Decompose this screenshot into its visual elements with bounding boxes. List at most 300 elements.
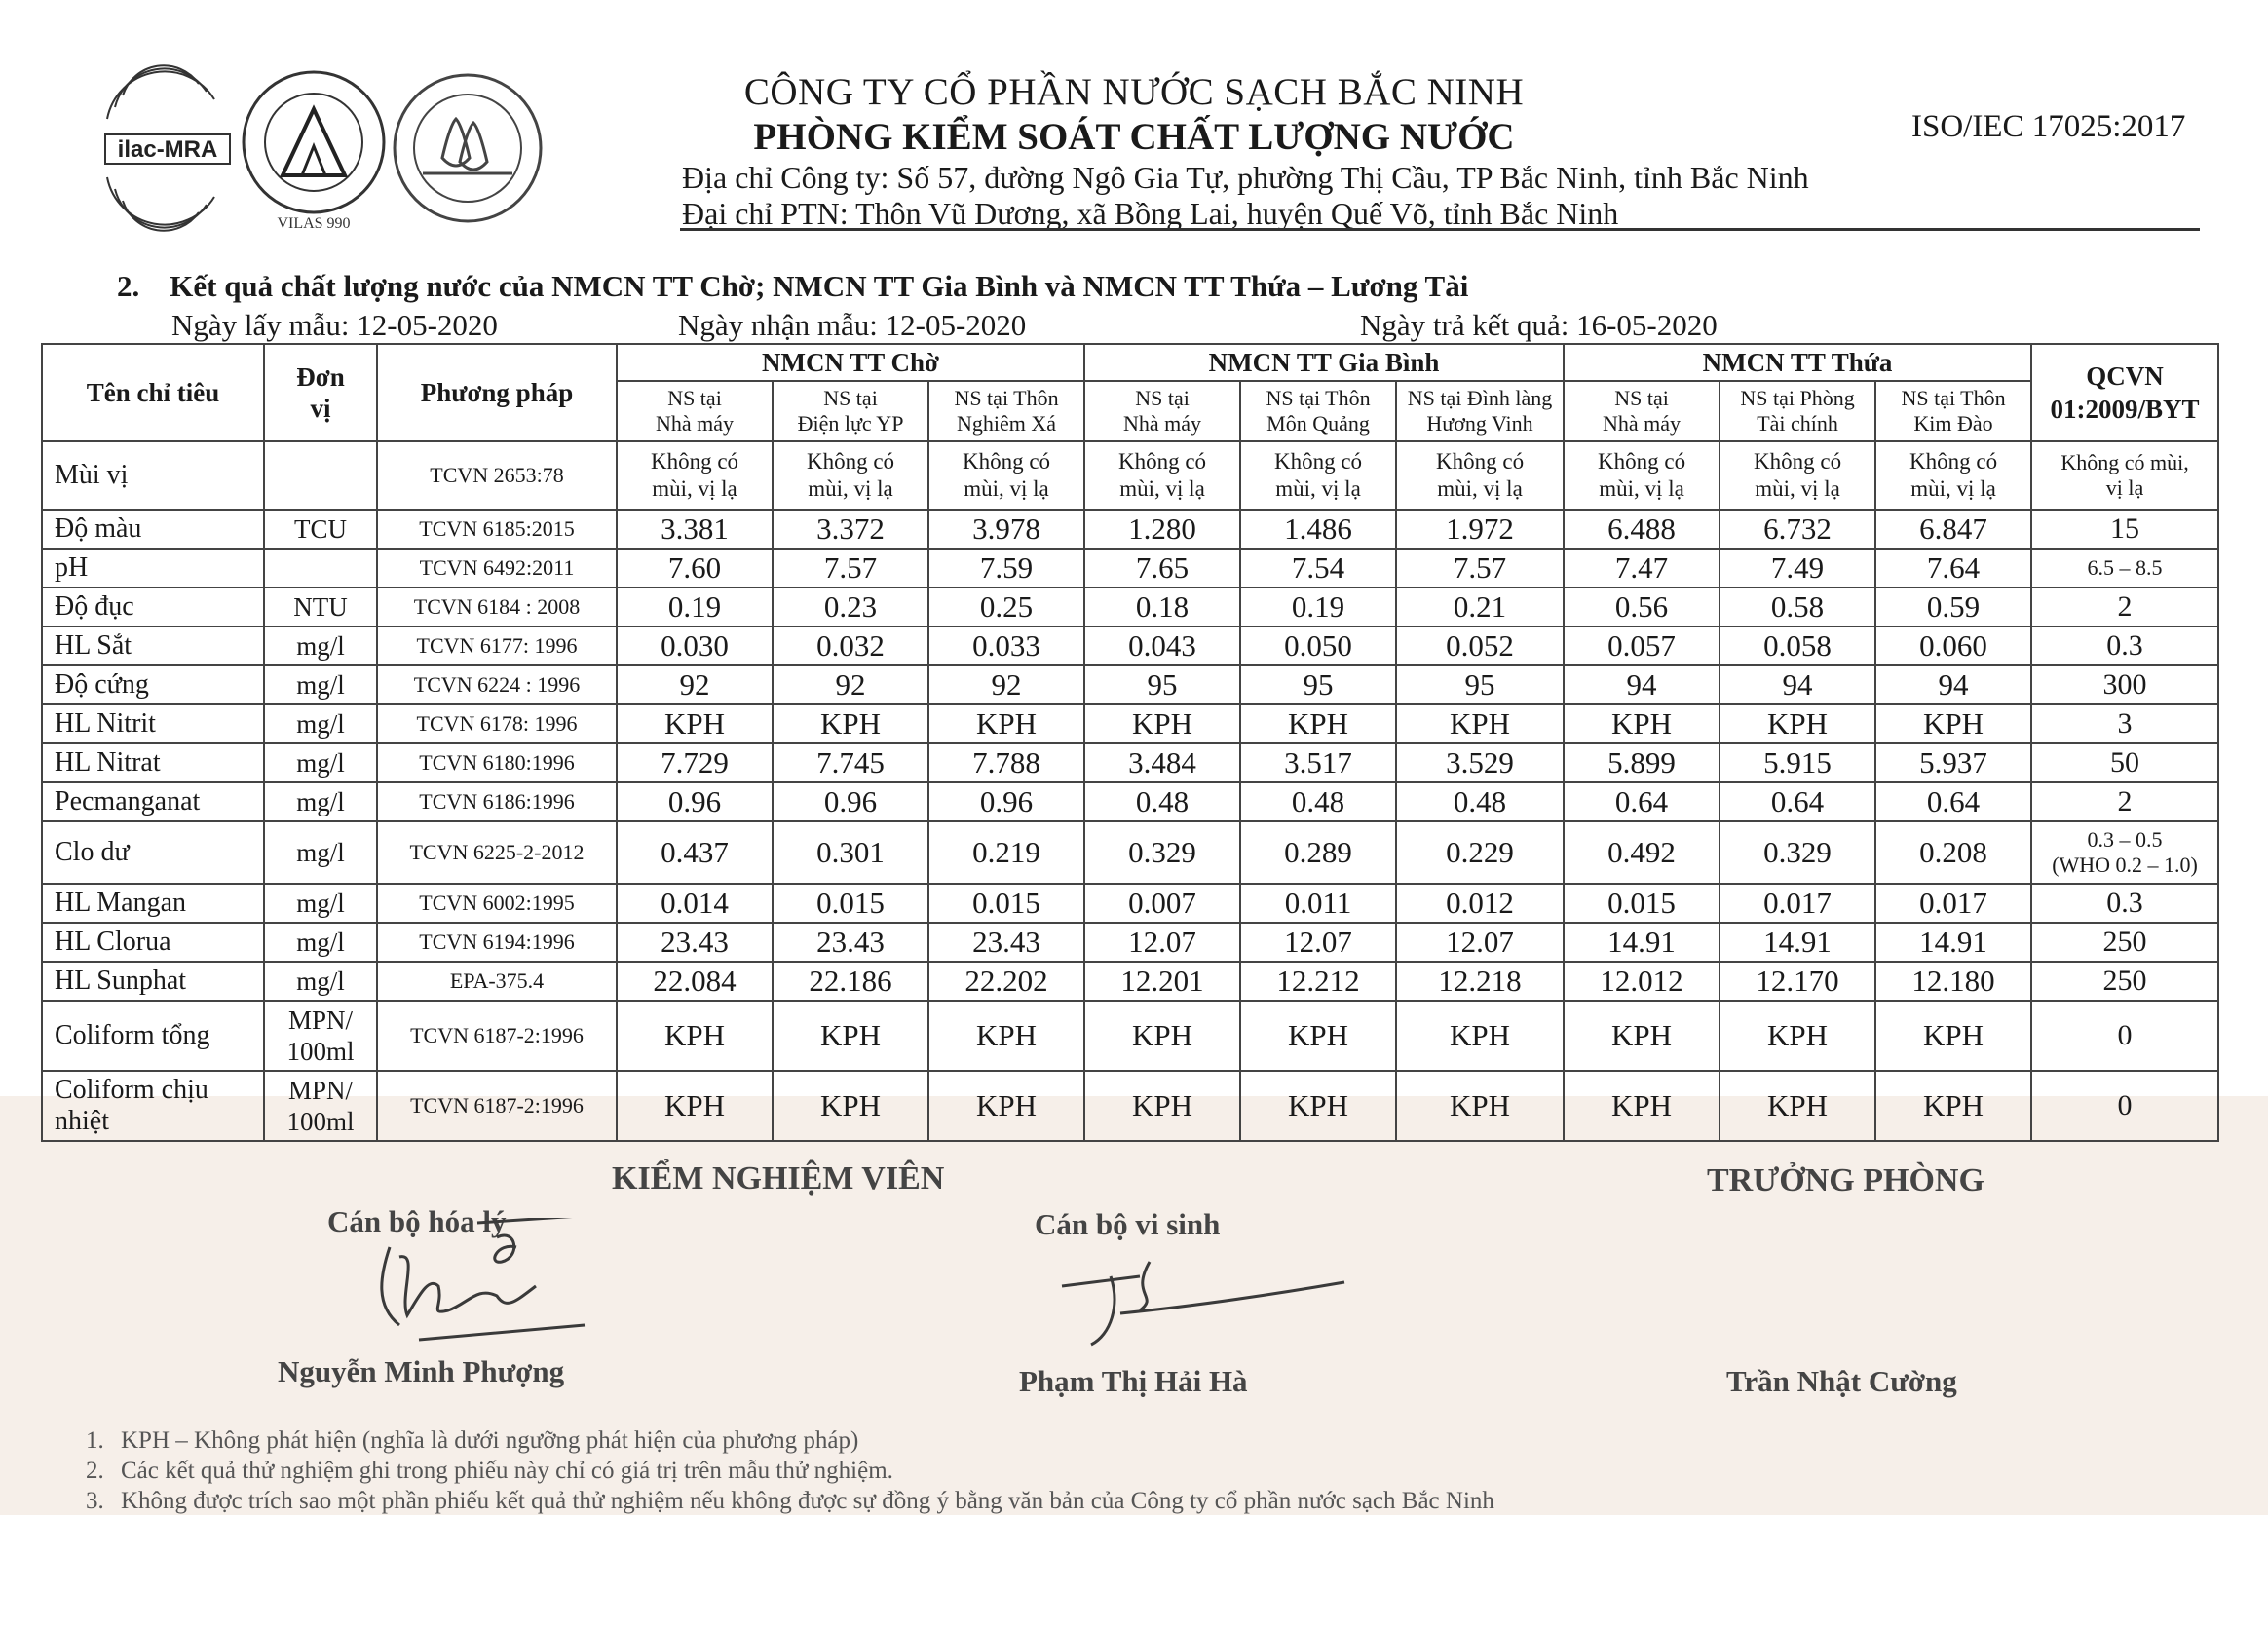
result-value <box>1240 588 1396 626</box>
footnote <box>86 1425 1494 1456</box>
standard-limit-line: vị lạ <box>2105 475 2144 500</box>
parameter-unit <box>264 626 377 665</box>
parameter-unit-line: mg/l <box>296 966 345 996</box>
result-value-line: KPH <box>1767 1088 1829 1122</box>
result-value <box>1720 1001 1875 1071</box>
standard-limit <box>2031 510 2218 549</box>
result-value-line: 0.25 <box>979 589 1034 624</box>
result-value-line: Không có <box>806 449 895 474</box>
result-value-line: 0.012 <box>1446 886 1514 920</box>
result-value <box>1240 1001 1396 1071</box>
result-value-line: 7.60 <box>667 550 722 585</box>
result-value-line: 0.015 <box>816 886 885 920</box>
result-value <box>1564 1071 1720 1141</box>
company-name: CÔNG TY CỔ PHẦN NƯỚC SẠCH BẮC NINH <box>743 71 1525 113</box>
result-value-line: 0.48 <box>1291 784 1345 818</box>
standard-limit-line: 0.3 – 0.5 <box>2087 827 2163 852</box>
result-value <box>1720 923 1875 962</box>
result-value <box>773 743 928 782</box>
table-row <box>42 510 2218 549</box>
result-value-line: Không có <box>1273 449 1363 474</box>
result-value-line: 7.788 <box>972 745 1040 779</box>
result-value-line: 7.59 <box>979 550 1034 585</box>
standard-limit <box>2031 1001 2218 1071</box>
result-value <box>1720 626 1875 665</box>
result-value <box>1240 704 1396 743</box>
result-value <box>617 923 773 962</box>
result-value <box>1564 821 1720 884</box>
header-divider <box>680 228 2200 231</box>
result-value <box>617 704 773 743</box>
result-value <box>1084 588 1240 626</box>
standard-limit <box>2031 704 2218 743</box>
result-value <box>773 441 928 510</box>
standard-limit <box>2031 588 2218 626</box>
result-value-line: KPH <box>1288 1088 1349 1122</box>
result-value <box>617 665 773 704</box>
result-value-line: 0.011 <box>1284 886 1352 920</box>
result-value-line: 3.381 <box>661 512 729 546</box>
header-site-line: Nhà máy <box>1123 411 1202 436</box>
result-value-line: 0.219 <box>972 835 1040 869</box>
table-row <box>42 588 2218 626</box>
department-name: PHÒNG KIỂM SOÁT CHẤT LƯỢNG NƯỚC <box>753 116 1515 158</box>
parameter-name: Pecmanganat <box>42 782 264 821</box>
footnote-number: 1. <box>86 1427 104 1454</box>
result-value <box>928 510 1084 549</box>
test-method: TCVN 6184 : 2008 <box>377 588 617 626</box>
result-value-line: 0.64 <box>1614 784 1669 818</box>
result-value-line: 0.060 <box>1919 628 1987 663</box>
header-site-line: NS tại Thôn <box>1901 386 2006 410</box>
section-number: 2. <box>117 269 140 303</box>
parameter-unit <box>264 884 377 923</box>
result-value-line: 0.96 <box>823 784 878 818</box>
standard-limit-line: 0.3 <box>2106 629 2143 662</box>
result-value <box>1084 549 1240 588</box>
result-value-line: 7.57 <box>823 550 878 585</box>
result-value <box>1564 510 1720 549</box>
result-value <box>617 1071 773 1141</box>
result-value <box>773 923 928 962</box>
microbiology-officer-signature <box>1052 1257 1364 1364</box>
result-value <box>1084 923 1240 962</box>
result-value-line: mùi, vị lạ <box>964 476 1049 501</box>
result-value-line: 23.43 <box>661 925 729 959</box>
result-value <box>1396 441 1564 510</box>
header-standard-line: QCVN <box>2086 361 2164 391</box>
parameter-unit <box>264 743 377 782</box>
result-value <box>1564 923 1720 962</box>
result-value-line: KPH <box>976 1088 1038 1122</box>
standard-limit-line: 2 <box>2117 785 2133 817</box>
result-value <box>1564 704 1720 743</box>
result-value <box>1084 782 1240 821</box>
parameter-unit-line: mg/l <box>296 927 345 957</box>
standard-limit-line: 3 <box>2117 707 2133 740</box>
result-value <box>1875 743 2031 782</box>
result-value <box>1396 884 1564 923</box>
header-site-line: NS tại Thôn <box>954 386 1059 410</box>
parameter-unit-line: mg/l <box>296 888 345 918</box>
result-value <box>928 549 1084 588</box>
result-value-line: 7.745 <box>816 745 885 779</box>
result-value-line: 0.64 <box>1926 784 1981 818</box>
test-method: TCVN 6187-2:1996 <box>377 1071 617 1141</box>
result-value-line: KPH <box>1132 1088 1193 1122</box>
header-site-line: Môn Quảng <box>1266 411 1370 436</box>
standard-limit-line: 300 <box>2102 668 2147 701</box>
result-value-line: Không có <box>1754 449 1842 474</box>
result-value-line: 7.57 <box>1453 550 1507 585</box>
standard-limit <box>2031 884 2218 923</box>
result-value-line: 5.915 <box>1763 745 1832 779</box>
result-value <box>1875 923 2031 962</box>
parameter-unit <box>264 588 377 626</box>
result-value <box>1396 962 1564 1001</box>
inspector-title: KIỂM NGHIỆM VIÊN <box>612 1160 945 1196</box>
chemistry-officer-role: Cán bộ hóa lý <box>327 1204 507 1238</box>
footnote <box>86 1486 1494 1516</box>
parameter-name: Độ đục <box>42 588 264 626</box>
standard-limit <box>2031 782 2218 821</box>
footnote <box>86 1456 1494 1486</box>
result-value-line: mùi, vị lạ <box>1599 476 1684 501</box>
header-site-line: NS tại Phòng <box>1740 386 1855 410</box>
header-standard-line: 01:2009/BYT <box>2050 395 2200 424</box>
result-value-line: 22.084 <box>653 964 737 998</box>
result-value-line: mùi, vị lạ <box>1437 476 1523 501</box>
result-value-line: Không có <box>1909 449 1998 474</box>
result-value <box>1084 665 1240 704</box>
result-value <box>1240 821 1396 884</box>
result-value-line: 0.014 <box>661 886 729 920</box>
result-value-line: 23.43 <box>816 925 885 959</box>
parameter-unit <box>264 549 377 588</box>
result-value <box>1240 549 1396 588</box>
result-value-line: 94 <box>1782 667 1813 702</box>
result-value <box>1875 962 2031 1001</box>
result-value <box>773 626 928 665</box>
result-value <box>1875 704 2031 743</box>
result-value-line: KPH <box>1450 1018 1511 1052</box>
standard-limit-line: Không có mùi, <box>2060 450 2189 474</box>
header-site <box>928 381 1084 441</box>
result-value <box>1396 588 1564 626</box>
result-value <box>617 782 773 821</box>
result-value <box>773 1001 928 1071</box>
result-value-line: 6.847 <box>1919 512 1987 546</box>
result-value <box>928 704 1084 743</box>
parameter-unit-line: 100ml <box>286 1107 355 1136</box>
result-value <box>1720 588 1875 626</box>
result-value-line: 7.65 <box>1135 550 1190 585</box>
table-row <box>42 821 2218 884</box>
result-value-line: KPH <box>819 1018 881 1052</box>
parameter-unit-line: 100ml <box>286 1037 355 1066</box>
result-value-line: 12.212 <box>1276 964 1360 998</box>
header-unit-line: Đơn <box>296 362 345 392</box>
result-value-line: KPH <box>1923 706 1984 740</box>
parameter-unit <box>264 665 377 704</box>
result-value-line: 0.208 <box>1919 835 1987 869</box>
parameter-name: HL Nitrat <box>42 743 264 782</box>
table-row <box>42 743 2218 782</box>
result-value-line: mùi, vị lạ <box>1755 476 1840 501</box>
result-value-line: 6.732 <box>1763 512 1832 546</box>
result-value <box>1396 821 1564 884</box>
footnote-number: 2. <box>86 1458 104 1484</box>
result-value-line: KPH <box>1611 1088 1673 1122</box>
header-site-line: Kim Đào <box>1913 411 1993 436</box>
result-value-line: 0.033 <box>972 628 1040 663</box>
table-row <box>42 626 2218 665</box>
table-row <box>42 1071 2218 1141</box>
parameter-unit <box>264 782 377 821</box>
header-method: Phương pháp <box>377 344 617 441</box>
result-value <box>1564 782 1720 821</box>
result-value <box>1564 884 1720 923</box>
result-value <box>1396 743 1564 782</box>
result-value <box>773 1071 928 1141</box>
header-site <box>1084 381 1240 441</box>
result-value-line: KPH <box>663 1088 725 1122</box>
test-method: TCVN 6178: 1996 <box>377 704 617 743</box>
result-value-line: KPH <box>1450 1088 1511 1122</box>
result-value <box>1720 704 1875 743</box>
result-value-line: 0.050 <box>1284 628 1352 663</box>
result-value <box>1084 884 1240 923</box>
result-value <box>617 588 773 626</box>
result-value-line: 0.48 <box>1453 784 1507 818</box>
parameter-unit <box>264 510 377 549</box>
parameter-name: Clo dư <box>42 821 264 884</box>
parameter-name: Coliform chịu nhiệt <box>42 1071 264 1141</box>
result-value-line: KPH <box>663 706 725 740</box>
result-value-line: 12.07 <box>1128 925 1196 959</box>
result-value-line: 7.64 <box>1926 550 1981 585</box>
result-value <box>1084 821 1240 884</box>
header-site-line: Hương Vinh <box>1426 411 1533 436</box>
result-value-line: 0.030 <box>661 628 729 663</box>
iso-standard: ISO/IEC 17025:2017 <box>1911 109 2186 144</box>
result-value-line: 12.170 <box>1756 964 1839 998</box>
result-value-line: KPH <box>976 706 1038 740</box>
result-value-line: 0.329 <box>1763 835 1832 869</box>
result-value <box>1564 549 1720 588</box>
svg-text:ilac-MRA: ilac-MRA <box>117 136 218 163</box>
result-value <box>1875 549 2031 588</box>
result-value-line: 92 <box>835 667 866 702</box>
result-value-line: Không có <box>962 449 1051 474</box>
parameter-name: HL Sunphat <box>42 962 264 1001</box>
result-value <box>928 923 1084 962</box>
result-value-line: 0.59 <box>1926 589 1981 624</box>
result-value-line: mùi, vị lạ <box>1119 476 1205 501</box>
header-site <box>1564 381 1720 441</box>
result-value-line: 95 <box>1147 667 1178 702</box>
result-value-line: 12.07 <box>1446 925 1514 959</box>
parameter-unit-line: mg/l <box>296 786 345 816</box>
parameter-unit-line: TCU <box>294 513 347 544</box>
header-site-line: Nhà máy <box>1603 411 1682 436</box>
parameter-unit <box>264 923 377 962</box>
result-value <box>773 884 928 923</box>
test-method: TCVN 6177: 1996 <box>377 626 617 665</box>
result-value <box>1240 665 1396 704</box>
result-value <box>617 626 773 665</box>
result-value <box>928 821 1084 884</box>
table-row <box>42 962 2218 1001</box>
result-value <box>1084 1071 1240 1141</box>
microbiology-officer-name: Phạm Thị Hải Hà <box>1019 1364 1248 1398</box>
result-date: Ngày trả kết quả: 16-05-2020 <box>1360 308 1718 342</box>
result-value-line: 5.899 <box>1607 745 1676 779</box>
result-value <box>1240 923 1396 962</box>
page-margin <box>0 1515 2268 1632</box>
result-value <box>1875 821 2031 884</box>
department-head-title: TRƯỞNG PHÒNG <box>1707 1162 1984 1198</box>
result-value <box>1084 441 1240 510</box>
result-value <box>1240 510 1396 549</box>
result-value-line: 0.052 <box>1446 628 1514 663</box>
received-date: Ngày nhận mẫu: 12-05-2020 <box>678 308 1027 342</box>
result-value-line: 0.015 <box>972 886 1040 920</box>
result-value <box>1875 626 2031 665</box>
result-value-line: KPH <box>1923 1088 1984 1122</box>
result-value-line: 94 <box>1938 667 1969 702</box>
result-value <box>1875 884 2031 923</box>
result-value-line: KPH <box>1132 1018 1193 1052</box>
result-value-line: 0.229 <box>1446 835 1514 869</box>
result-value <box>1240 962 1396 1001</box>
result-value-line: KPH <box>1288 1018 1349 1052</box>
result-value-line: 0.043 <box>1128 628 1196 663</box>
result-value-line: 5.937 <box>1919 745 1987 779</box>
header-site <box>1240 381 1396 441</box>
parameter-name: HL Sắt <box>42 626 264 665</box>
standard-limit <box>2031 626 2218 665</box>
parameter-unit-line: NTU <box>293 591 348 622</box>
result-value-line: 22.186 <box>809 964 892 998</box>
result-value <box>617 821 773 884</box>
result-value-line: Không có <box>650 449 739 474</box>
header-site-line: NS tại <box>1614 386 1669 410</box>
result-value <box>928 588 1084 626</box>
result-value <box>1564 441 1720 510</box>
result-value-line: 7.54 <box>1291 550 1345 585</box>
test-method: TCVN 6186:1996 <box>377 782 617 821</box>
parameter-unit-line: mg/l <box>296 630 345 661</box>
result-value-line: 6.488 <box>1607 512 1676 546</box>
standard-limit-line: 2 <box>2117 590 2133 623</box>
result-value-line: KPH <box>1450 706 1511 740</box>
result-value <box>1084 962 1240 1001</box>
result-value <box>1720 510 1875 549</box>
parameter-name: HL Mangan <box>42 884 264 923</box>
parameter-unit <box>264 1071 377 1141</box>
result-value-line: 3.484 <box>1128 745 1196 779</box>
result-value-line: 12.07 <box>1284 925 1352 959</box>
result-value <box>1720 549 1875 588</box>
result-value <box>1564 743 1720 782</box>
result-value <box>617 510 773 549</box>
parameter-name: Mùi vị <box>42 441 264 510</box>
header-site-line: Tài chính <box>1757 411 1838 436</box>
result-value-line: KPH <box>1767 706 1829 740</box>
header-site-line: NS tại Thôn <box>1266 386 1371 410</box>
result-value-line: 0.301 <box>816 835 885 869</box>
result-value <box>1875 665 2031 704</box>
result-value-line: Không có <box>1598 449 1686 474</box>
result-value-line: 0.057 <box>1607 628 1676 663</box>
result-value-line: 7.729 <box>661 745 729 779</box>
result-value <box>773 665 928 704</box>
parameter-unit-line: MPN/ <box>287 1076 354 1105</box>
result-value <box>1564 665 1720 704</box>
result-value <box>1564 1001 1720 1071</box>
header-site-line: Nghiêm Xá <box>957 411 1057 436</box>
result-value-line: 0.48 <box>1135 784 1190 818</box>
parameter-unit-line: mg/l <box>296 837 345 867</box>
standard-limit <box>2031 923 2218 962</box>
result-value <box>1396 782 1564 821</box>
header-group: NMCN TT Thứa <box>1564 344 2031 381</box>
footnotes <box>86 1425 1494 1516</box>
result-value-line: 3.978 <box>972 512 1040 546</box>
test-method: TCVN 6180:1996 <box>377 743 617 782</box>
result-value-line: 12.180 <box>1911 964 1995 998</box>
header-group: NMCN TT Gia Bình <box>1084 344 1564 381</box>
result-value <box>1875 588 2031 626</box>
header-site <box>773 381 928 441</box>
result-value <box>1396 626 1564 665</box>
result-value-line: 0.492 <box>1607 835 1676 869</box>
result-value-line: 0.96 <box>667 784 722 818</box>
header-site-line: NS tại <box>1135 386 1190 410</box>
result-value-line: 0.017 <box>1763 886 1832 920</box>
results-table <box>41 343 2219 1142</box>
parameter-unit <box>264 704 377 743</box>
header-row-groups <box>42 344 2218 381</box>
result-value <box>1084 1001 1240 1071</box>
table-row <box>42 704 2218 743</box>
result-value <box>617 962 773 1001</box>
sample-date: Ngày lấy mẫu: 12-05-2020 <box>171 308 498 342</box>
result-value-line: mùi, vị lạ <box>808 476 893 501</box>
test-method: TCVN 6002:1995 <box>377 884 617 923</box>
result-value <box>773 510 928 549</box>
result-value <box>1396 549 1564 588</box>
standard-limit-line: 0.3 <box>2106 887 2143 919</box>
result-value-line: KPH <box>1923 1018 1984 1052</box>
standard-limit <box>2031 1071 2218 1141</box>
result-value-line: mùi, vị lạ <box>1910 476 1996 501</box>
result-value <box>1720 962 1875 1001</box>
footnote-text: Các kết quả thử nghiệm ghi trong phiếu này chỉ có giá trị trên mẫu thử nghiệm. <box>121 1458 893 1484</box>
parameter-name: Coliform tổng <box>42 1001 264 1071</box>
result-value <box>928 1001 1084 1071</box>
standard-limit-line: (WHO 0.2 – 1.0) <box>2052 853 2198 877</box>
result-value <box>928 743 1084 782</box>
svg-text:VILAS 990: VILAS 990 <box>277 215 351 232</box>
standard-limit <box>2031 743 2218 782</box>
result-value-line: 23.43 <box>972 925 1040 959</box>
parameter-name: Độ màu <box>42 510 264 549</box>
lab-address: Đại chỉ PTN: Thôn Vũ Dương, xã Bồng Lai, huyện Quế Võ, tỉnh Bắc Ninh <box>682 196 1619 231</box>
result-value <box>617 1001 773 1071</box>
result-value-line: 14.91 <box>1607 925 1676 959</box>
